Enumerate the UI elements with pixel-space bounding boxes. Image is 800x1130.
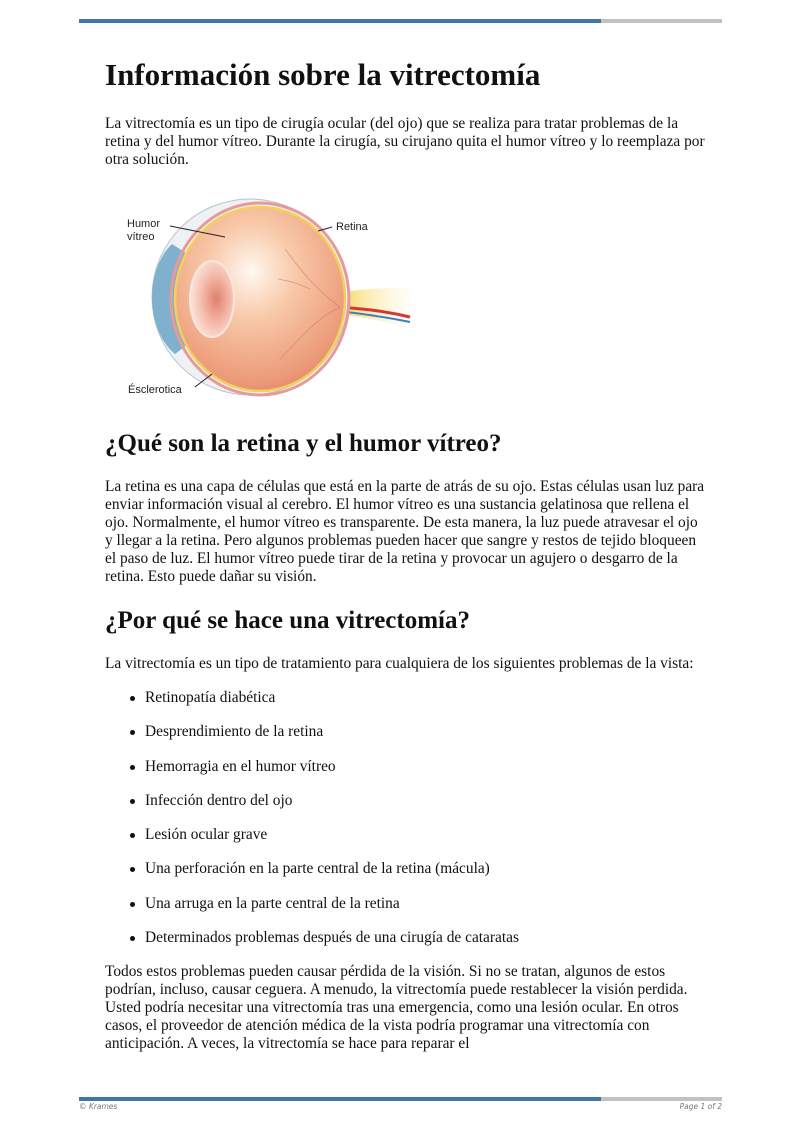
bullet-icon bbox=[130, 799, 135, 804]
label-humor: Humor bbox=[127, 218, 161, 230]
bullet-icon bbox=[130, 902, 135, 907]
page-footer bbox=[79, 1102, 722, 1111]
list-item bbox=[105, 758, 705, 776]
list-item-text: Desprendimiento de la retina bbox=[145, 723, 324, 741]
footer-bar-remainder bbox=[601, 1097, 722, 1101]
bullet-icon bbox=[130, 867, 135, 872]
footer-progress-bar bbox=[79, 1097, 722, 1101]
lens bbox=[190, 261, 234, 337]
section-retina-body: La retina es una capa de células que está en la parte de atrás de su ojo. Estas células usan luz para enviar información visual al cerebro. El humor vítreo es una sustancia gelatinosa que rellena el ojo. Normalmente, el humor vítreo es transparente. De esta manera, la luz puede atravesar el ojo y llegar a la retina. Pero algunos problemas pueden hacer que sangre y restos de tejido bloqueen el paso de luz. El humor vítreo puede tirar de la retina y provocar un agujero o desgarro de la retina. Esto puede dañar su visión. bbox=[105, 478, 705, 585]
bullet-icon bbox=[130, 696, 135, 701]
page-title: Información sobre la vitrectomía bbox=[105, 57, 541, 92]
list-item-text: Determinados problemas después de una cirugía de cataratas bbox=[145, 929, 519, 947]
list-item bbox=[105, 792, 705, 810]
list-item bbox=[105, 689, 705, 707]
section-heading-retina: ¿Qué son la retina y el humor vítreo? bbox=[105, 430, 502, 457]
conditions-list bbox=[105, 689, 705, 947]
list-item bbox=[105, 723, 705, 741]
list-item-text: Infección dentro del ojo bbox=[145, 791, 293, 809]
footer-page-number: Page 1 of 2 bbox=[679, 1102, 722, 1111]
footer-copyright: © Krames bbox=[79, 1102, 118, 1111]
label-retina: Retina bbox=[336, 221, 368, 233]
bullet-icon bbox=[130, 833, 135, 838]
list-item bbox=[105, 860, 705, 878]
header-bar-remainder bbox=[601, 19, 722, 23]
section-why-lead: La vitrectomía es un tipo de tratamiento para cualquiera de los siguientes problemas de la vista: bbox=[105, 655, 694, 672]
bullet-icon bbox=[130, 936, 135, 941]
list-item-text: Una perforación en la parte central de la retina (mácula) bbox=[145, 860, 490, 878]
label-esclerotica: Ésclerotica bbox=[128, 384, 182, 396]
list-item bbox=[105, 826, 705, 844]
bullet-icon bbox=[130, 730, 135, 735]
list-item bbox=[105, 929, 705, 947]
intro-paragraph: La vitrectomía es un tipo de cirugía ocular (del ojo) que se realiza para tratar problemas de la retina y del humor vítreo. Durante la cirugía, su cirujano quita el humor vítreo y lo reemplaza por otra solución. bbox=[105, 115, 705, 168]
header-progress-bar bbox=[79, 19, 722, 23]
section-heading-why: ¿Por qué se hace una vitrectomía? bbox=[105, 607, 471, 634]
bullet-icon bbox=[130, 765, 135, 770]
label-vitreo: vítreo bbox=[127, 231, 155, 243]
document-content bbox=[105, 52, 705, 1053]
list-item-text: Lesión ocular grave bbox=[145, 826, 268, 844]
eye-anatomy-illustration bbox=[100, 189, 420, 404]
footer-bar-accent bbox=[79, 1097, 601, 1101]
section-why-closing: Todos estos problemas pueden causar pérdida de la visión. Si no se tratan, algunos de estos podrían, incluso, causar ceguera. A menudo, la vitrectomía puede restablecer la visión perdida. Usted podría necesitar una vitrectomía tras una emergencia, como una lesión ocular. En otros casos, el proveedor de atención médica de la vista podría programar una vitrectomía con anticipación. A veces, la vitrectomía se hace para reparar el bbox=[105, 963, 688, 1053]
list-item bbox=[105, 895, 705, 913]
list-item-text: Hemorragia en el humor vítreo bbox=[145, 757, 336, 775]
list-item-text: Una arruga en la parte central de la retina bbox=[145, 894, 400, 912]
header-bar-accent bbox=[79, 19, 601, 23]
list-item-text: Retinopatía diabética bbox=[145, 689, 276, 706]
eye-diagram-svg bbox=[100, 189, 420, 404]
